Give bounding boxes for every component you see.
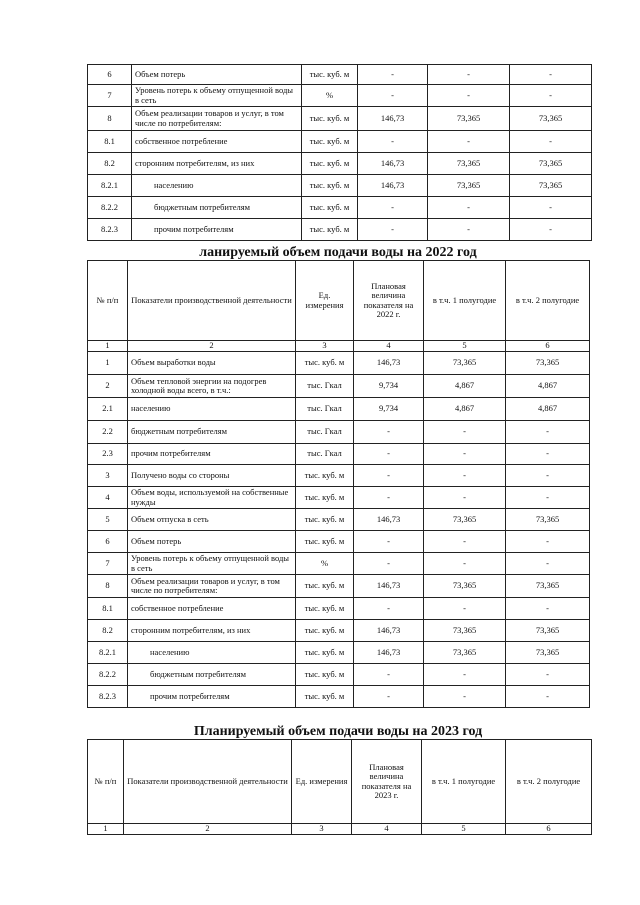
row-unit: тыс. куб. м [302,131,358,153]
row-unit: тыс. куб. м [302,175,358,197]
row-unit: тыс. Гкал [296,444,354,465]
row-h2: 73,365 [506,642,590,664]
col-number: 6 [506,341,590,352]
row-h1: 73,365 [424,509,506,531]
col-number: 5 [424,341,506,352]
header-indicator: Показатели производственной деятельности [128,261,296,341]
row-indicator: Объем потерь [128,531,296,553]
row-h1: - [424,598,506,620]
col-number: 4 [354,341,424,352]
header-row [88,740,592,824]
col-number: 4 [352,824,422,835]
table-row [88,352,590,375]
row-h2: - [506,686,590,708]
row-unit: тыс. куб. м [296,352,354,375]
row-indicator: Уровень потерь к объему отпущенной воды в сеть [128,553,296,575]
table-row [88,598,590,620]
row-indicator: Объем потерь [132,65,302,85]
header-plan: Плановая величина показателя на 2022 г. [354,261,424,341]
row-indicator: Получено воды со стороны [128,465,296,487]
header-unit: Ед. измерения [296,261,354,341]
row-h1: - [424,465,506,487]
row-h1: - [424,553,506,575]
row-h2: - [506,664,590,686]
table-row [88,553,590,575]
row-h2: 73,365 [510,153,592,175]
table-row [88,131,592,153]
row-indicator: Объем отпуска в сеть [128,509,296,531]
row-indicator: Объем реализации товаров и услуг, в том числе по потребителям: [128,575,296,598]
table-row [88,421,590,444]
row-number: 2.1 [88,398,128,421]
row-h1: - [424,686,506,708]
row-unit: тыс. куб. м [296,531,354,553]
row-number: 8.2.3 [88,219,132,241]
row-unit: тыс. куб. м [296,598,354,620]
row-number: 8.2.2 [88,197,132,219]
col-number: 1 [88,824,124,835]
row-number: 5 [88,509,128,531]
header-h2: в т.ч. 2 полугодие [506,261,590,341]
table-continuation [87,64,592,241]
row-indicator: собственное потребление [128,598,296,620]
row-indicator: населению [128,642,296,664]
row-indicator: Объем тепловой энергии на подогрев холодной воды всего, в т.ч.: [128,375,296,398]
row-plan: - [354,664,424,686]
row-unit: тыс. куб. м [302,107,358,131]
row-h2: - [510,131,592,153]
table-row [88,85,592,107]
row-plan: 146,73 [358,175,428,197]
row-unit: тыс. Гкал [296,398,354,421]
row-plan: - [358,219,428,241]
row-h1: - [424,487,506,509]
row-indicator: Уровень потерь к объему отпущенной воды в сеть [132,85,302,107]
row-indicator: бюджетным потребителям [128,664,296,686]
table-row [88,107,592,131]
row-h1: - [428,85,510,107]
row-h1: 73,365 [424,620,506,642]
row-h1: - [424,664,506,686]
row-h2: 73,365 [510,175,592,197]
column-numbers-row [88,824,592,835]
row-number: 8 [88,575,128,598]
row-h2: 73,365 [506,620,590,642]
row-h1: - [424,421,506,444]
col-number: 5 [422,824,506,835]
table-row [88,398,590,421]
col-number: 1 [88,341,128,352]
row-h1: - [428,197,510,219]
row-h1: - [428,219,510,241]
row-number: 8.2 [88,620,128,642]
row-unit: тыс. куб. м [296,620,354,642]
row-h2: - [506,487,590,509]
row-number: 2.2 [88,421,128,444]
row-unit: тыс. куб. м [296,487,354,509]
row-h2: 73,365 [506,509,590,531]
row-h2: - [506,531,590,553]
row-indicator: Объем воды, используемой на собственные нужды [128,487,296,509]
row-unit: % [302,85,358,107]
section-title-2022: ланируемый объем подачи воды на 2022 год [199,245,477,260]
row-number: 8.1 [88,598,128,620]
row-plan: - [358,65,428,85]
row-indicator: прочим потребителям [128,686,296,708]
row-number: 8.2 [88,153,132,175]
row-plan: - [358,131,428,153]
row-unit: тыс. Гкал [296,375,354,398]
row-indicator: бюджетным потребителям [132,197,302,219]
row-number: 8.1 [88,131,132,153]
column-numbers-row [88,341,590,352]
row-h2: - [510,197,592,219]
table-row [88,444,590,465]
row-indicator: сторонним потребителям, из них [128,620,296,642]
header-num: № п/п [88,740,124,824]
row-number: 6 [88,531,128,553]
row-h2: - [506,444,590,465]
table-row [88,465,590,487]
col-number: 3 [292,824,352,835]
row-h2: - [506,553,590,575]
row-number: 2.3 [88,444,128,465]
row-h2: 73,365 [510,107,592,131]
row-plan: 146,73 [354,352,424,375]
row-number: 8.2.3 [88,686,128,708]
table-row [88,197,592,219]
table-row [88,575,590,598]
row-plan: 9,734 [354,375,424,398]
header-h2: в т.ч. 2 полугодие [506,740,592,824]
row-unit: тыс. куб. м [296,509,354,531]
row-unit: тыс. куб. м [296,465,354,487]
row-plan: 146,73 [354,509,424,531]
header-h1: в т.ч. 1 полугодие [424,261,506,341]
row-h1: - [424,531,506,553]
row-indicator: населению [132,175,302,197]
table-2023 [87,739,592,835]
row-plan: 146,73 [354,575,424,598]
row-indicator: Объем выработки воды [128,352,296,375]
row-h2: - [506,421,590,444]
header-unit: Ед. измерения [292,740,352,824]
row-indicator: бюджетным потребителям [128,421,296,444]
row-h1: 73,365 [424,575,506,598]
row-plan: 9,734 [354,398,424,421]
row-number: 8.2.1 [88,175,132,197]
row-unit: тыс. куб. м [296,686,354,708]
row-h2: 4,867 [506,375,590,398]
row-h1: 73,365 [428,107,510,131]
row-number: 8 [88,107,132,131]
row-plan: - [354,531,424,553]
row-h2: 73,365 [506,575,590,598]
row-indicator: собственное потребление [132,131,302,153]
row-number: 8.2.1 [88,642,128,664]
row-number: 1 [88,352,128,375]
row-unit: тыс. куб. м [296,664,354,686]
col-number: 3 [296,341,354,352]
row-h1: 73,365 [428,175,510,197]
table-row [88,664,590,686]
row-number: 2 [88,375,128,398]
table-row [88,375,590,398]
table-row [88,531,590,553]
row-h1: 73,365 [424,642,506,664]
row-indicator: прочим потребителям [132,219,302,241]
row-unit: тыс. куб. м [302,153,358,175]
table-row [88,642,590,664]
header-indicator: Показатели производственной деятельности [124,740,292,824]
table-row [88,219,592,241]
row-h1: 73,365 [428,153,510,175]
row-unit: тыс. куб. м [302,197,358,219]
row-h1: 73,365 [424,352,506,375]
row-indicator: Объем реализации товаров и услуг, в том числе по потребителям: [132,107,302,131]
row-plan: - [354,598,424,620]
row-plan: - [354,686,424,708]
row-h2: - [506,598,590,620]
col-number: 2 [128,341,296,352]
row-h2: - [506,465,590,487]
table-row [88,487,590,509]
row-number: 7 [88,85,132,107]
row-number: 6 [88,65,132,85]
row-h1: - [424,444,506,465]
header-num: № п/п [88,261,128,341]
col-number: 6 [506,824,592,835]
row-h2: - [510,219,592,241]
row-number: 3 [88,465,128,487]
row-h2: - [510,85,592,107]
table-row [88,175,592,197]
row-plan: 146,73 [354,642,424,664]
row-unit: тыс. куб. м [302,219,358,241]
row-unit: тыс. куб. м [296,575,354,598]
row-h2: - [510,65,592,85]
row-indicator: прочим потребителям [128,444,296,465]
table-row [88,65,592,85]
row-indicator: сторонним потребителям, из них [132,153,302,175]
header-h1: в т.ч. 1 полугодие [422,740,506,824]
row-plan: - [354,465,424,487]
table-row [88,686,590,708]
table-row [88,620,590,642]
row-plan: - [354,444,424,465]
row-h2: 4,867 [506,398,590,421]
header-plan: Плановая величина показателя на 2023 г. [352,740,422,824]
col-number: 2 [124,824,292,835]
row-plan: - [354,553,424,575]
row-number: 8.2.2 [88,664,128,686]
row-plan: 146,73 [354,620,424,642]
row-unit: тыс. куб. м [296,642,354,664]
row-h1: - [428,131,510,153]
row-plan: - [358,85,428,107]
row-plan: 146,73 [358,107,428,131]
table-row [88,509,590,531]
header-row [88,261,590,341]
section-title-2023: Планируемый объем подачи воды на 2023 год [193,724,483,739]
row-number: 7 [88,553,128,575]
row-unit: % [296,553,354,575]
row-number: 4 [88,487,128,509]
row-plan: - [354,487,424,509]
row-h1: 4,867 [424,375,506,398]
table-row [88,153,592,175]
row-plan: - [358,197,428,219]
row-h1: 4,867 [424,398,506,421]
row-unit: тыс. Гкал [296,421,354,444]
row-h2: 73,365 [506,352,590,375]
row-unit: тыс. куб. м [302,65,358,85]
row-indicator: населению [128,398,296,421]
table-2022 [87,260,590,708]
row-plan: 146,73 [358,153,428,175]
row-plan: - [354,421,424,444]
row-h1: - [428,65,510,85]
